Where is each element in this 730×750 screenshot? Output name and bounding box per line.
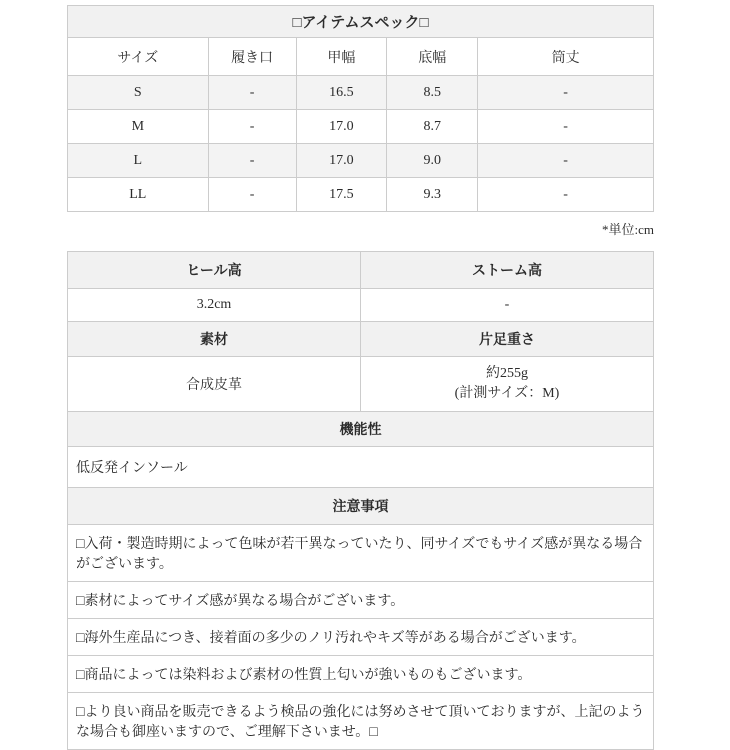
function-header-row xyxy=(68,412,654,447)
note-row-1 xyxy=(68,525,654,582)
cell-value: 17.5 xyxy=(296,178,387,212)
cell-value: - xyxy=(208,144,296,178)
notes-label: 注意事項 xyxy=(68,488,654,525)
col-header-sole: 底幅 xyxy=(387,38,478,76)
function-label: 機能性 xyxy=(68,412,654,447)
col-header-size: サイズ xyxy=(68,38,209,76)
product-spec-section xyxy=(67,5,654,750)
cell-value: 8.7 xyxy=(387,110,478,144)
col-header-instep: 甲幅 xyxy=(296,38,387,76)
storm-height-label: ストーム高 xyxy=(361,252,654,289)
weight-label: 片足重さ xyxy=(361,322,654,357)
col-header-opening: 履き口 xyxy=(208,38,296,76)
cell-value: 9.0 xyxy=(387,144,478,178)
cell-value: - xyxy=(208,178,296,212)
spec-table-title: □アイテムスペック□ xyxy=(68,6,654,38)
spec-row-l xyxy=(68,144,654,178)
material-label: 素材 xyxy=(68,322,361,357)
cell-size: S xyxy=(68,76,209,110)
item-spec-table xyxy=(67,5,654,212)
spec-row-m xyxy=(68,110,654,144)
note-text: □海外生産品につき、接着面の多少のノリ汚れやキズ等がある場合がございます。 xyxy=(68,619,654,656)
storm-height-value: - xyxy=(361,289,654,322)
cell-size: LL xyxy=(68,178,209,212)
spec-row-s xyxy=(68,76,654,110)
cell-value: - xyxy=(478,178,654,212)
note-row-3 xyxy=(68,619,654,656)
function-value: 低反発インソール xyxy=(68,447,654,488)
heel-height-value: 3.2cm xyxy=(68,289,361,322)
spec-column-header-row xyxy=(68,38,654,76)
cell-value: - xyxy=(208,76,296,110)
note-row-4 xyxy=(68,656,654,693)
weight-value-line2: (計測サイズ：M) xyxy=(454,386,560,401)
cell-value: 17.0 xyxy=(296,110,387,144)
heel-height-label: ヒール高 xyxy=(68,252,361,289)
material-weight-value-row xyxy=(68,357,654,412)
detail-table xyxy=(67,251,654,750)
cell-value: - xyxy=(208,110,296,144)
heel-storm-value-row xyxy=(68,289,654,322)
unit-note: *単位:cm xyxy=(602,222,654,237)
heel-storm-header-row xyxy=(68,252,654,289)
cell-value: 8.5 xyxy=(387,76,478,110)
cell-value: - xyxy=(478,144,654,178)
cell-value: 17.0 xyxy=(296,144,387,178)
cell-size: L xyxy=(68,144,209,178)
note-row-5 xyxy=(68,693,654,750)
cell-value: - xyxy=(478,110,654,144)
weight-value xyxy=(361,357,654,412)
note-row-2 xyxy=(68,582,654,619)
note-text: □素材によってサイズ感が異なる場合がございます。 xyxy=(68,582,654,619)
note-text: □より良い商品を販売できるよう検品の強化には努めさせて頂いておりますが、上記のような場合も御座いますので、ご理解下さいませ。□ xyxy=(68,693,654,750)
note-text: □商品によっては染料および素材の性質上匂いが強いものもございます。 xyxy=(68,656,654,693)
material-weight-header-row xyxy=(68,322,654,357)
note-text: □入荷・製造時期によって色味が若干異なっていたり、同サイズでもサイズ感が異なる場合がございます。 xyxy=(68,525,654,582)
material-value: 合成皮革 xyxy=(68,357,361,412)
col-header-shaft: 筒丈 xyxy=(478,38,654,76)
spec-title-row xyxy=(68,6,654,38)
spec-row-ll xyxy=(68,178,654,212)
notes-header-row xyxy=(68,488,654,525)
cell-value: 16.5 xyxy=(296,76,387,110)
cell-value: 9.3 xyxy=(387,178,478,212)
function-value-row xyxy=(68,447,654,488)
cell-size: M xyxy=(68,110,209,144)
weight-value-line1: 約255g xyxy=(486,366,528,381)
cell-value: - xyxy=(478,76,654,110)
